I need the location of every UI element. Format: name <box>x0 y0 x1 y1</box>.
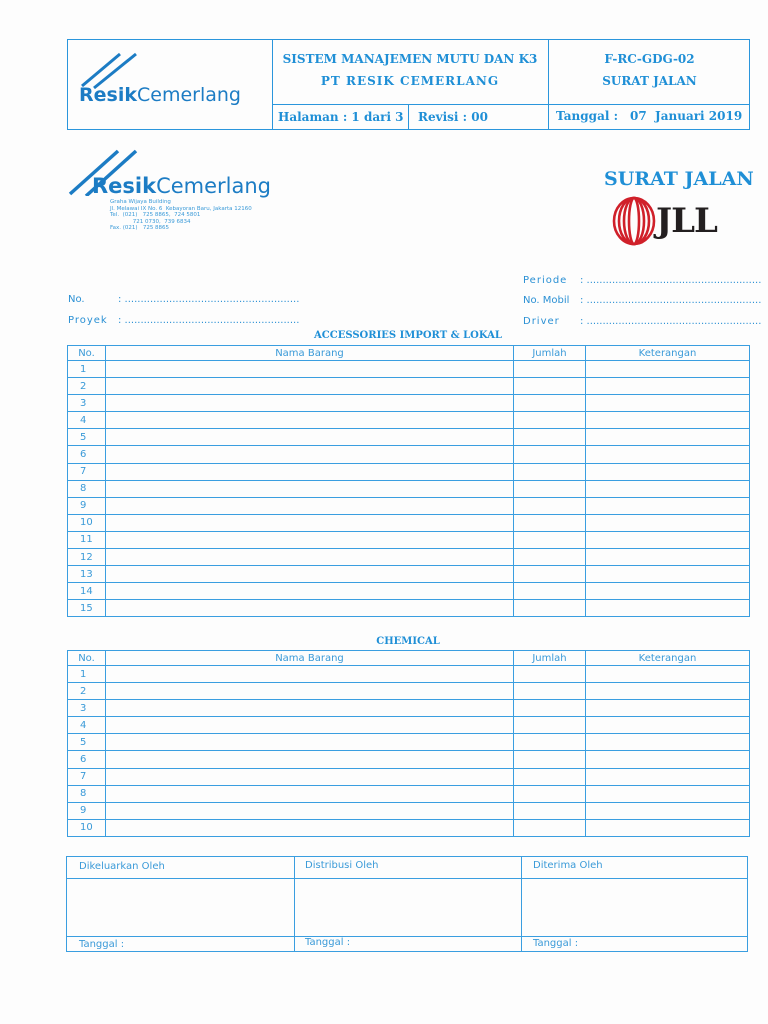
quantity-cell[interactable] <box>514 446 586 463</box>
signature-block <box>66 856 748 952</box>
row-number: 6 <box>68 446 106 463</box>
remarks-cell[interactable] <box>586 700 750 717</box>
remarks-cell[interactable] <box>586 531 750 548</box>
item-name-cell[interactable] <box>106 446 514 463</box>
quantity-cell[interactable] <box>514 819 586 836</box>
doc-title: SURAT JALAN <box>604 168 754 190</box>
item-name-cell[interactable] <box>106 666 514 683</box>
remarks-cell[interactable] <box>586 785 750 802</box>
logo-wordmark: ResikCemerlang <box>92 174 272 198</box>
quantity-cell[interactable] <box>514 463 586 480</box>
received-by-label: Diterima Oleh <box>533 860 603 871</box>
item-name-cell[interactable] <box>106 819 514 836</box>
item-name-cell[interactable] <box>106 514 514 531</box>
no-field[interactable]: : ....................................................... <box>118 294 300 305</box>
proyek-label: Proyek <box>68 315 108 326</box>
remarks-cell[interactable] <box>586 751 750 768</box>
quantity-cell[interactable] <box>514 549 586 566</box>
row-number: 2 <box>68 378 106 395</box>
column-header-keterangan: Keterangan <box>586 651 750 666</box>
remarks-cell[interactable] <box>586 378 750 395</box>
row-number: 1 <box>68 666 106 683</box>
table-row <box>68 666 750 683</box>
quantity-cell[interactable] <box>514 700 586 717</box>
table-row <box>68 566 750 583</box>
item-name-cell[interactable] <box>106 600 514 617</box>
quantity-cell[interactable] <box>514 717 586 734</box>
item-name-cell[interactable] <box>106 395 514 412</box>
table-row <box>68 785 750 802</box>
distributed-date-label: Tanggal : <box>305 937 351 948</box>
proyek-field[interactable]: : ....................................................... <box>118 315 300 326</box>
jll-logo <box>612 196 732 248</box>
row-number: 2 <box>68 683 106 700</box>
item-name-cell[interactable] <box>106 549 514 566</box>
quantity-cell[interactable] <box>514 751 586 768</box>
table-row <box>68 583 750 600</box>
row-number: 7 <box>68 768 106 785</box>
row-number: 12 <box>68 549 106 566</box>
item-name-cell[interactable] <box>106 531 514 548</box>
table-row <box>68 463 750 480</box>
item-name-cell[interactable] <box>106 717 514 734</box>
remarks-cell[interactable] <box>586 666 750 683</box>
column-header-jumlah: Jumlah <box>514 651 586 666</box>
date-label: Tanggal : <box>556 109 619 123</box>
item-name-cell[interactable] <box>106 412 514 429</box>
driver-label: Driver <box>523 316 560 327</box>
remarks-cell[interactable] <box>586 549 750 566</box>
row-number: 4 <box>68 412 106 429</box>
jll-wordmark: JLL <box>656 201 717 241</box>
table-row <box>68 429 750 446</box>
quantity-cell[interactable] <box>514 412 586 429</box>
mobil-field[interactable]: : ....................................................... <box>580 295 762 306</box>
remarks-cell[interactable] <box>586 429 750 446</box>
quantity-cell[interactable] <box>514 583 586 600</box>
document-header <box>67 39 750 130</box>
chemical-title: CHEMICAL <box>376 636 440 647</box>
company-name: PT RESIK CEMERLANG <box>320 74 500 88</box>
table-row <box>68 819 750 836</box>
column-header-jumlah: Jumlah <box>514 346 586 361</box>
quantity-cell[interactable] <box>514 802 586 819</box>
table-row <box>68 717 750 734</box>
quantity-cell[interactable] <box>514 600 586 617</box>
item-name-cell[interactable] <box>106 583 514 600</box>
row-number: 3 <box>68 395 106 412</box>
remarks-cell[interactable] <box>586 361 750 378</box>
column-header-no: No. <box>68 651 106 666</box>
quantity-cell[interactable] <box>514 734 586 751</box>
remarks-cell[interactable] <box>586 514 750 531</box>
remarks-cell[interactable] <box>586 583 750 600</box>
row-number: 9 <box>68 497 106 514</box>
column-header-nama-barang: Nama Barang <box>106 651 514 666</box>
row-number: 5 <box>68 429 106 446</box>
remarks-cell[interactable] <box>586 802 750 819</box>
remarks-cell[interactable] <box>586 717 750 734</box>
table-row <box>68 549 750 566</box>
row-number: 13 <box>68 566 106 583</box>
jll-helix-icon <box>612 196 656 246</box>
row-number: 11 <box>68 531 106 548</box>
quantity-cell[interactable] <box>514 666 586 683</box>
quantity-cell[interactable] <box>514 514 586 531</box>
remarks-cell[interactable] <box>586 819 750 836</box>
quantity-cell[interactable] <box>514 480 586 497</box>
remarks-cell[interactable] <box>586 446 750 463</box>
date-value: 07 Januari 2019 <box>630 109 743 123</box>
item-name-cell[interactable] <box>106 429 514 446</box>
quantity-cell[interactable] <box>514 429 586 446</box>
quantity-cell[interactable] <box>514 683 586 700</box>
table-row <box>68 600 750 617</box>
table-row <box>68 446 750 463</box>
table-row <box>68 480 750 497</box>
quantity-cell[interactable] <box>514 497 586 514</box>
remarks-cell[interactable] <box>586 683 750 700</box>
item-name-cell[interactable] <box>106 497 514 514</box>
remarks-cell[interactable] <box>586 734 750 751</box>
remarks-cell[interactable] <box>586 566 750 583</box>
item-name-cell[interactable] <box>106 802 514 819</box>
quantity-cell[interactable] <box>514 395 586 412</box>
table-row <box>68 700 750 717</box>
column-header-nama-barang: Nama Barang <box>106 346 514 361</box>
table-row <box>68 514 750 531</box>
table-row <box>68 768 750 785</box>
item-name-cell[interactable] <box>106 378 514 395</box>
row-number: 5 <box>68 734 106 751</box>
item-name-cell[interactable] <box>106 734 514 751</box>
quantity-cell[interactable] <box>514 361 586 378</box>
remarks-cell[interactable] <box>586 480 750 497</box>
quantity-cell[interactable] <box>514 768 586 785</box>
item-name-cell[interactable] <box>106 700 514 717</box>
item-name-cell[interactable] <box>106 751 514 768</box>
remarks-cell[interactable] <box>586 395 750 412</box>
table-row <box>68 734 750 751</box>
table-row <box>68 361 750 378</box>
periode-field[interactable]: : ....................................................... <box>580 275 762 286</box>
row-number: 7 <box>68 463 106 480</box>
periode-label: Periode <box>523 275 568 286</box>
row-number: 10 <box>68 819 106 836</box>
quantity-cell[interactable] <box>514 531 586 548</box>
form-name: SURAT JALAN <box>602 74 697 88</box>
revision: Revisi : 00 <box>418 110 488 124</box>
column-header-keterangan: Keterangan <box>586 346 750 361</box>
remarks-cell[interactable] <box>586 412 750 429</box>
table-row <box>68 497 750 514</box>
row-number: 15 <box>68 600 106 617</box>
accessories-table <box>67 345 750 617</box>
item-name-cell[interactable] <box>106 480 514 497</box>
table-row <box>68 683 750 700</box>
driver-field[interactable]: : ....................................................... <box>580 316 762 327</box>
row-number: 1 <box>68 361 106 378</box>
remarks-cell[interactable] <box>586 768 750 785</box>
distributed-by-label: Distribusi Oleh <box>305 860 379 871</box>
remarks-cell[interactable] <box>586 463 750 480</box>
received-date-label: Tanggal : <box>533 938 579 949</box>
row-number: 3 <box>68 700 106 717</box>
item-name-cell[interactable] <box>106 785 514 802</box>
system-title: SISTEM MANAJEMEN MUTU DAN K3 <box>282 52 538 66</box>
table-row <box>68 531 750 548</box>
form-code: F-RC-GDG-02 <box>604 52 695 66</box>
table-row <box>68 802 750 819</box>
row-number: 6 <box>68 751 106 768</box>
item-name-cell[interactable] <box>106 463 514 480</box>
table-row <box>68 751 750 768</box>
page-info: Halaman : 1 dari 3 <box>278 110 404 124</box>
company-logo <box>76 48 266 118</box>
row-number: 14 <box>68 583 106 600</box>
column-header-no: No. <box>68 346 106 361</box>
company-address: Graha Wijaya Building Jl. Melawai IX No. 6 Kebayoran Baru, Jakarta 12160 Tel. (021) 725 8865, 724 5801 721 0730, 739 6834 Fax. (021) 725 8865 <box>110 199 252 232</box>
row-number: 10 <box>68 514 106 531</box>
issued-date-label: Tanggal : <box>79 939 125 950</box>
row-number: 4 <box>68 717 106 734</box>
table-row <box>68 378 750 395</box>
quantity-cell[interactable] <box>514 785 586 802</box>
item-name-cell[interactable] <box>106 683 514 700</box>
table-row <box>68 395 750 412</box>
mobil-label: No. Mobil <box>523 295 570 306</box>
no-label: No. <box>68 294 85 305</box>
logo-wordmark: ResikCemerlang <box>79 84 241 106</box>
remarks-cell[interactable] <box>586 497 750 514</box>
quantity-cell[interactable] <box>514 566 586 583</box>
chemical-table <box>67 650 750 837</box>
remarks-cell[interactable] <box>586 600 750 617</box>
row-number: 8 <box>68 480 106 497</box>
item-name-cell[interactable] <box>106 768 514 785</box>
quantity-cell[interactable] <box>514 378 586 395</box>
issued-by-label: Dikeluarkan Oleh <box>79 861 165 872</box>
row-number: 9 <box>68 802 106 819</box>
table-row <box>68 412 750 429</box>
accessories-title: ACCESSORIES IMPORT & LOKAL <box>314 330 502 341</box>
item-name-cell[interactable] <box>106 566 514 583</box>
item-name-cell[interactable] <box>106 361 514 378</box>
row-number: 8 <box>68 785 106 802</box>
